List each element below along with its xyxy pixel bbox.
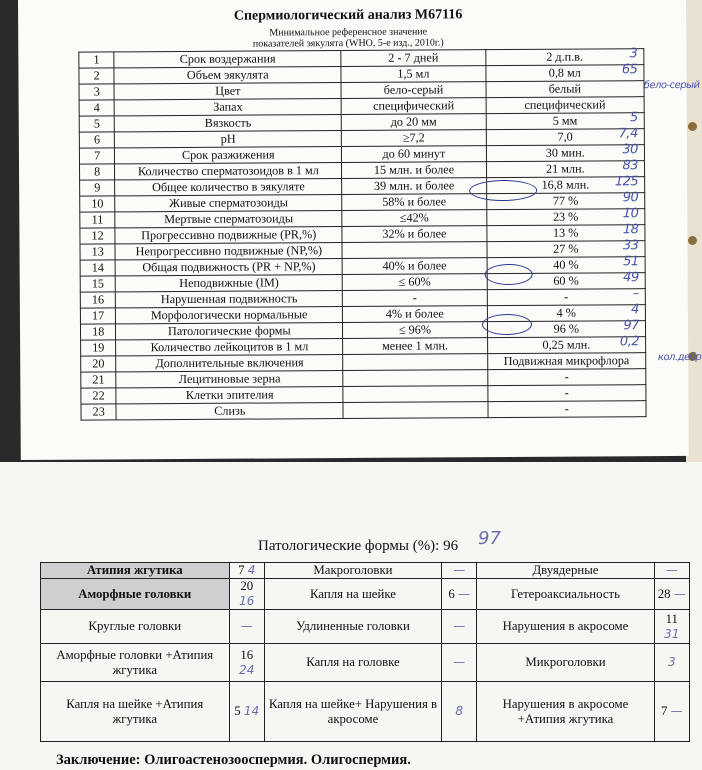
handwritten-note: 30 [622,142,638,158]
reference-value: 40% и более [342,258,486,275]
conclusion-text: Заключение: Олигоастенозооспермия. Олигоспермия. [56,752,411,768]
parameter-name: Лецитиновые зерна [116,371,343,388]
parameter-name: Вязкость [115,115,342,132]
parameter-name: Непрогрессивно подвижные (NP,%) [115,243,342,260]
result-value: 2 д.п.в. 3 [485,49,644,66]
parameter-name: Срок разжижения [115,147,342,164]
table-cell: Нарушения в акросоме [477,610,654,644]
row-number: 1 [79,52,114,68]
reference-value: ≤ 60% [342,274,486,291]
table-cell: Нарушения в акросоме +Атипия жгутика [477,682,654,742]
result-value: 0,25 млн. 0,2 [487,337,646,354]
parameter-name: Патологические формы [116,323,343,340]
reference-value: 58% и более [342,194,486,211]
row-number: 4 [79,100,114,116]
handwritten-note: 3 [629,46,638,62]
table-cell: — [654,563,689,579]
result-value: белый бело-серый [486,81,645,98]
result-value: 30 мин. 30 [486,145,645,162]
handwritten-note: 33 [622,238,639,254]
parameter-name: Прогрессивно подвижные (PR,%) [115,227,342,244]
table-cell: — [229,610,264,644]
reference-value: менее 1 млн. [343,338,487,355]
handwritten-note: бело-серый [643,79,700,92]
parameter-name: Дополнительные включения [116,355,343,372]
reference-value: ≤42% [342,210,486,227]
row-number: 7 [79,148,114,164]
row-number: 13 [80,244,115,260]
handwritten-note: 10 [622,206,639,222]
reference-value: ≤ 96% [343,322,487,339]
reference-value [343,386,487,403]
reference-value: 32% и более [342,226,486,243]
results-table [78,46,702,420]
table-cell: 28 — [654,579,689,610]
reference-value: 1,5 мл [341,66,485,83]
handwritten-note: 65 [621,62,638,78]
handwritten-note: 97 [478,528,501,549]
handwritten-note: 51 [623,254,639,270]
result-value: 7,0 7,4 [486,129,645,146]
result-value: 21 млн. 83 [486,161,645,178]
row-number: 3 [79,84,114,100]
result-value: - [487,385,646,402]
row-number: 9 [80,180,115,196]
table-cell: — [442,563,477,579]
row-number: 23 [81,404,116,420]
table-cell: 20 16 [229,579,264,610]
reference-value [342,242,486,259]
handwritten-note: 18 [622,222,639,238]
table-row [41,610,690,644]
result-value: - [488,401,647,418]
parameter-name: Запах [114,99,341,116]
reference-value: 2 - 7 дней [341,50,485,67]
result-value: 0,8 мл 65 [485,65,644,82]
row-number: 22 [81,388,116,404]
table-cell: 16 24 [229,644,264,682]
result-value: 4 % 4 [487,305,646,322]
handwritten-note: 5 [629,110,638,126]
table-cell: Аморфные головки +Атипия жгутика [41,644,230,682]
reference-value: 15 млн. и более [342,162,486,179]
table-cell: Макроголовки [264,563,441,579]
handwritten-note: 4 [631,302,639,318]
handwritten-note: 83 [622,158,639,174]
result-value: 77 % 90 [486,193,645,210]
result-value: 60 % 49 [487,273,646,290]
table-row [41,644,690,682]
table-cell: Удлиненные головки [264,610,441,644]
handwritten-note: кол.дебр [657,351,702,364]
row-number: 15 [80,276,115,292]
reference-value: 39 млн. и более [342,178,486,195]
table-cell: Капля на головке [264,644,441,682]
result-value: 27 % 33 [487,241,646,258]
table-row [41,563,690,579]
table-cell: 11 31 [654,610,689,644]
result-value: 23 % 10 [486,209,645,226]
parameter-name: Общая подвижность (PR + NP,%) [115,259,342,276]
table-row [81,401,646,420]
reference-value: специфический [341,98,485,115]
document-subtitle: Минимальное референсное значение [269,26,428,39]
table-cell: Аморфные головки [41,579,230,610]
handwritten-note: 0,2 [619,334,640,350]
row-number: 12 [80,228,115,244]
table-cell: 7 — [654,682,689,742]
row-number: 5 [79,116,114,132]
result-value: 96 % 97 [487,321,646,338]
handwritten-note: 125 [614,174,639,190]
reference-value: ≥7,2 [342,130,486,147]
result-value: - [487,369,646,386]
binder-hole [688,122,697,131]
handwritten-note: 90 [622,190,639,206]
pathology-title: Патологические формы (%): 96 [258,538,459,554]
table-cell: Капля на шейке +Атипия жгутика [41,682,230,742]
analysis-sheet [18,0,702,460]
parameter-name: Морфологически нормальные [116,307,343,324]
table-cell: — [442,644,477,682]
document-title: Спермиологический анализ М67116 [233,7,463,24]
result-value: 5 мм 5 [486,113,645,130]
table-cell: Круглые головки [41,610,230,644]
row-number: 20 [81,356,116,372]
parameter-name: Нарушенная подвижность [116,291,343,308]
reference-value: до 20 мм [342,114,486,131]
row-number: 21 [81,372,116,388]
row-number: 8 [80,164,115,180]
result-value: Подвижная микрофлора кол.дебр [487,353,646,370]
table-cell: 7 4 [229,563,264,579]
reference-value: до 60 минут [342,146,486,163]
handwritten-note: – [632,286,639,302]
parameter-name: Срок воздержания [114,51,341,68]
table-cell: Микроголовки [477,644,654,682]
parameter-name: Количество лейкоцитов в 1 мл [116,339,343,356]
row-number: 18 [80,324,115,340]
parameter-name: Живые сперматозоиды [115,195,342,212]
pathology-table [40,562,690,742]
result-value: 16,8 млн. 125 [486,177,645,194]
table-cell: — [442,610,477,644]
parameter-name: Мертвые сперматозоиды [115,211,342,228]
row-number: 14 [80,260,115,276]
parameter-name: Неподвижные (IM) [115,275,342,292]
binder-hole [688,236,697,245]
pathology-sheet [0,462,702,770]
reference-value [343,370,487,387]
parameter-name: pH [115,131,342,148]
table-cell: 3 [654,644,689,682]
parameter-name: Количество сперматозоидов в 1 мл [115,163,342,180]
parameter-name: Клетки эпителия [116,387,343,404]
result-value: 40 % 51 [487,257,646,274]
row-number: 2 [79,68,114,84]
parameter-name: Слизь [116,403,343,420]
table-cell: Капля на шейке+ Нарушения в акросоме [264,682,441,742]
parameter-name: Объем эякулята [114,67,341,84]
reference-value: - [343,290,487,307]
row-number: 11 [80,212,115,228]
row-number: 6 [79,132,114,148]
result-value: специфический [486,97,645,114]
table-cell: Капля на шейке [264,579,441,610]
document-subtitle-2: показателей эякулята (WHO, 5-е изд., 2010г.) [252,37,444,50]
row-number: 19 [81,340,116,356]
result-value: 13 % 18 [486,225,645,242]
handwritten-note: 7,4 [618,126,638,142]
handwritten-note: 49 [623,270,639,286]
reference-value [343,402,487,419]
row-number: 17 [80,308,115,324]
row-number: 16 [80,292,115,308]
reference-value [343,354,487,371]
table-cell: 8 [442,682,477,742]
handwritten-note: 97 [623,318,640,334]
parameter-name: Цвет [114,83,341,100]
table-cell: Атипия жгутика [41,563,230,579]
table-row [41,579,690,610]
result-value: - – [487,289,646,306]
reference-value: бело-серый [341,82,485,99]
table-cell: 5 14 [229,682,264,742]
table-cell: Двуядерные [477,563,654,579]
parameter-name: Общее количество в эякуляте [115,179,342,196]
reference-value: 4% и более [343,306,487,323]
table-row [41,682,690,742]
table-cell: Гетероаксиальность [477,579,654,610]
row-number: 10 [80,196,115,212]
table-cell: 6 — [442,579,477,610]
